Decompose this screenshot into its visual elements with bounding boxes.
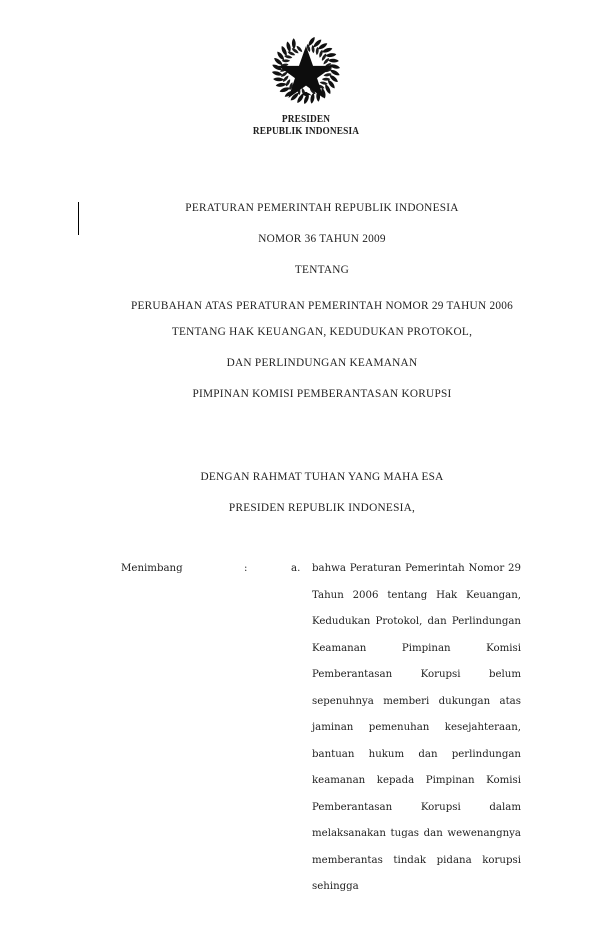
consideration-item	[121, 556, 521, 927]
letterhead-caption-line-1: PRESIDEN	[281, 114, 331, 125]
considerations-label: Menimbang	[121, 563, 183, 574]
indonesia-presidential-star-wreath-emblem	[265, 30, 347, 110]
about-label: TENTANG	[294, 264, 350, 276]
invocation-block	[123, 470, 521, 532]
subject-line-1: TENTANG HAK KEUANGAN, KEDUDUKAN PROTOKOL,	[171, 326, 473, 338]
letterhead	[0, 30, 612, 137]
consideration-marker-a: a.	[291, 563, 301, 574]
consideration-text-a: bahwa Peraturan Pemerintah Nomor 29 Tahun 2006 tentang Hak Keuangan, Kedudukan Protokol, dan Perlindungan Keamanan Pimpinan Komisi Pemberantasan Korupsi belum sepenuhnya memberi dukungan atas jaminan pemenuhan kesejahteraan, bantuan hukum dan perlindungan keamanan kepada Pimpinan Komisi Pemberantasan Korupsi dalam melaksanakan tugas dan wewenangnya memberantas tindak pidana korupsi sehingga	[312, 563, 521, 892]
regulation-number: NOMOR 36 TAHUN 2009	[258, 233, 386, 245]
subject-line-3: PIMPINAN KOMISI PEMBERANTASAN KORUPSI	[192, 388, 452, 400]
revision-change-bar	[78, 202, 79, 235]
subject-line-2: DAN PERLINDUNGAN KEAMANAN	[226, 357, 418, 369]
document-title-block	[123, 201, 521, 418]
invocation-authority: PRESIDEN REPUBLIK INDONESIA,	[228, 502, 416, 514]
letterhead-caption-line-2: REPUBLIK INDONESIA	[252, 125, 360, 137]
considerations-section	[121, 556, 521, 927]
considerations-colon: :	[244, 563, 248, 574]
letterhead-caption	[0, 114, 612, 137]
invocation-blessing: DENGAN RAHMAT TUHAN YANG MAHA ESA	[200, 471, 444, 483]
amendment-subject: PERUBAHAN ATAS PERATURAN PEMERINTAH NOMOR 29 TAHUN 2006	[130, 300, 514, 312]
page-title: PERATURAN PEMERINTAH REPUBLIK INDONESIA	[185, 202, 459, 214]
